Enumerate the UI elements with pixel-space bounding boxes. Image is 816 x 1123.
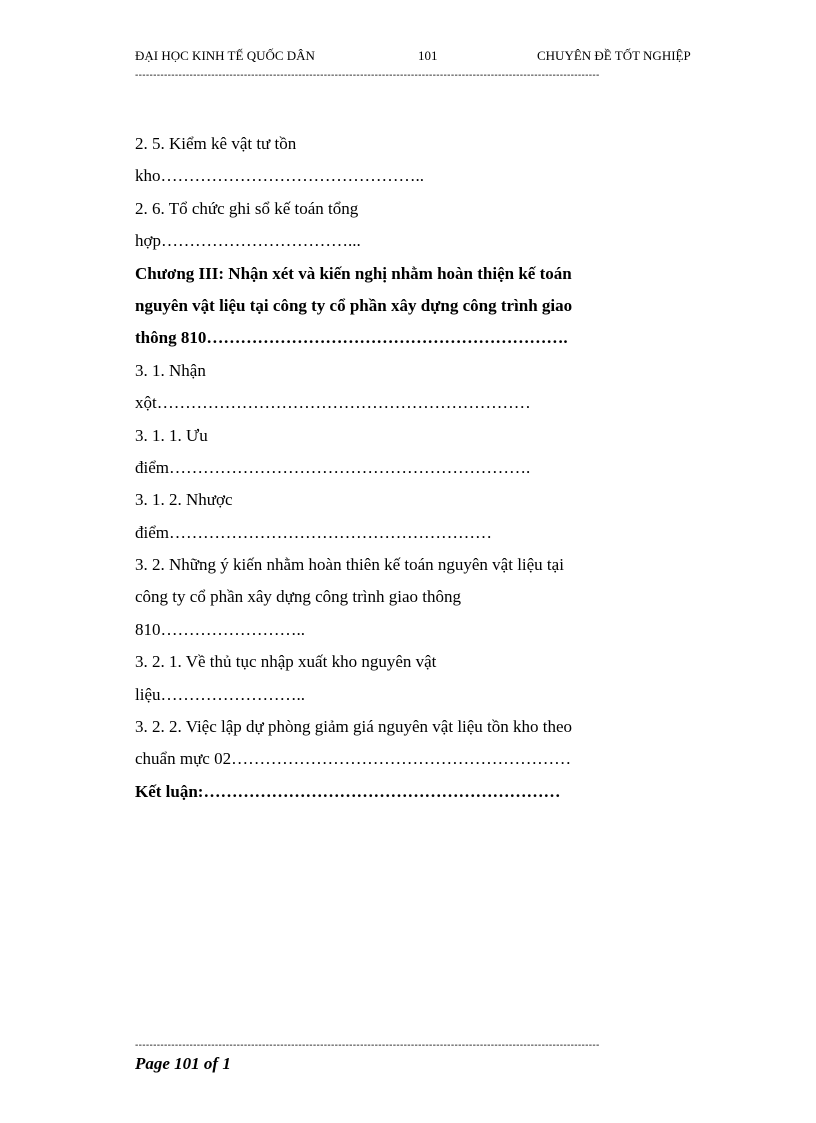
header-document-type: CHUYÊN ĐỀ TỐT NGHIỆP <box>537 48 691 63</box>
header-rule: -------------------------------------------------------------------------------------------------------------------------------- <box>135 71 600 81</box>
toc-heading-line: Kết luận:……………………………………………………… <box>135 781 561 801</box>
toc-line: kho……………………………………….. <box>135 166 424 186</box>
page-header <box>135 48 735 68</box>
toc-line: liệu…………………….. <box>135 684 305 704</box>
toc-line: 3. 2. Những ý kiến nhằm hoàn thiên kế toán nguyên vật liệu tại <box>135 555 564 575</box>
toc-line: hợp……………………………... <box>135 231 361 251</box>
table-of-contents <box>135 128 675 808</box>
toc-line: 3. 2. 1. Về thủ tục nhập xuất kho nguyên vật <box>135 652 437 672</box>
toc-line: 3. 1. Nhận <box>135 360 206 380</box>
toc-line: 3. 1. 1. Ưu <box>135 425 208 445</box>
header-page-number: 101 <box>418 48 438 63</box>
header-university: ĐẠI HỌC KINH TẾ QUỐC DÂN <box>135 48 315 63</box>
toc-line: 810…………………….. <box>135 619 305 639</box>
toc-line: chuẩn mực 02…………………………………………………… <box>135 749 572 769</box>
toc-line: điểm………………………………………………………. <box>135 457 531 477</box>
toc-heading-line: thông 810………………………………………………………. <box>135 328 568 348</box>
toc-line: 3. 1. 2. Nhược <box>135 490 233 510</box>
toc-line: điểm………………………………………………… <box>135 522 492 542</box>
toc-line: xột………………………………………………………… <box>135 393 531 413</box>
toc-heading-line: nguyên vật liệu tại công ty cổ phần xây dựng công trình giao <box>135 295 573 315</box>
toc-heading-line: Chương III: Nhận xét và kiến nghị nhằm hoàn thiện kế toán <box>135 263 572 283</box>
footer-rule: -------------------------------------------------------------------------------------------------------------------------------- <box>135 1041 600 1051</box>
toc-line: 2. 5. Kiểm kê vật tư tồn <box>135 134 297 153</box>
toc-line: công ty cổ phần xây dựng công trình giao thông <box>135 587 462 607</box>
toc-line: 3. 2. 2. Việc lập dự phòng giảm giá nguyên vật liệu tồn kho theo <box>135 717 573 737</box>
toc-line: 2. 6. Tổ chức ghi sổ kế toán tổng <box>135 198 359 218</box>
footer-page-label: Page 101 of 1 <box>135 1054 231 1073</box>
